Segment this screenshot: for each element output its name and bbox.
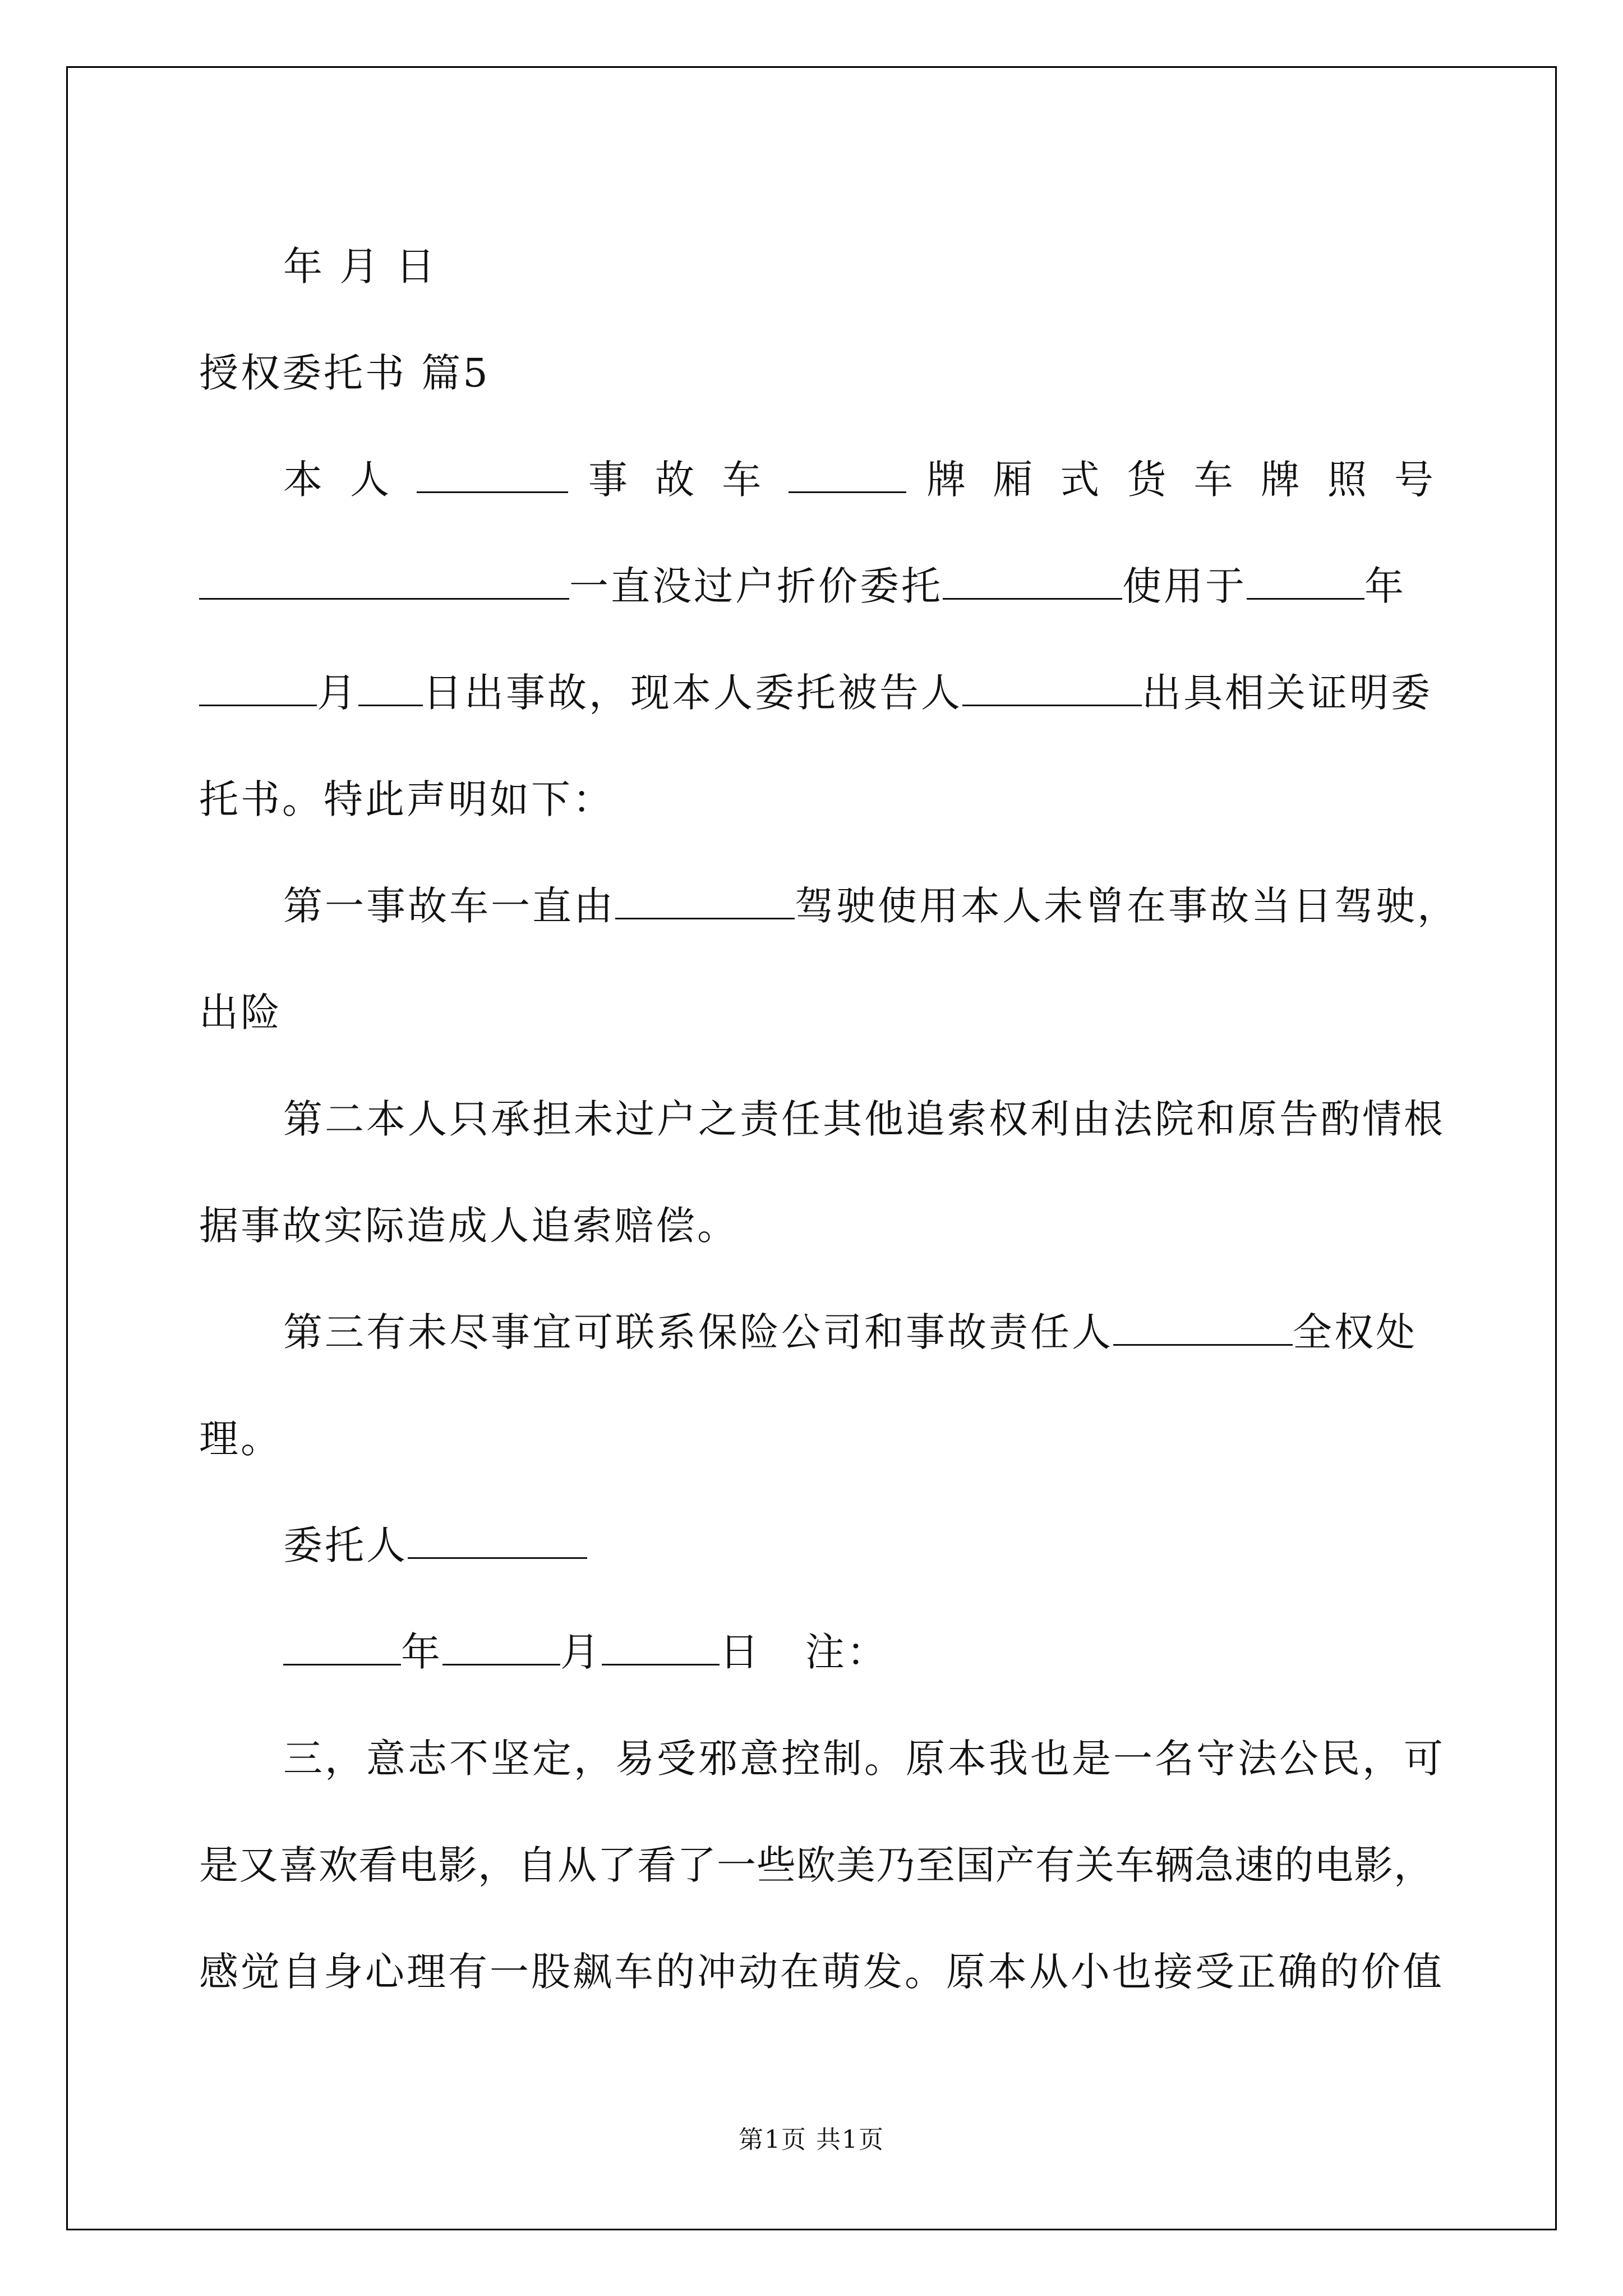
document-body bbox=[199, 213, 1459, 2025]
blank-field[interactable] bbox=[283, 1636, 401, 1665]
paragraph-5-line-1: 三，意志不坚定，易受邪意控制。原本我也是一名守法公民，可 bbox=[283, 1736, 1445, 1782]
text-fragment: 使用于 bbox=[1122, 563, 1247, 609]
page-footer: 第1页 共1页 bbox=[739, 2125, 884, 2154]
blank-field[interactable] bbox=[602, 1636, 720, 1665]
blank-field[interactable] bbox=[962, 677, 1142, 706]
text-fragment: 委托人 bbox=[283, 1522, 408, 1568]
paragraph-1-line-4: 托书。特此声明如下： bbox=[199, 776, 614, 822]
text-fragment: 月 bbox=[560, 1629, 602, 1675]
text-fragment: 本 人 bbox=[283, 457, 397, 503]
paragraph-3-line-2: 据事故实际造成人追索赔偿。 bbox=[199, 1203, 739, 1249]
blank-field[interactable] bbox=[442, 1636, 560, 1665]
blank-field[interactable] bbox=[1113, 1316, 1293, 1346]
paragraph-2-line-2: 出险 bbox=[199, 990, 282, 1036]
blank-field[interactable] bbox=[615, 890, 795, 919]
paragraph-4-line-2: 理。 bbox=[199, 1416, 282, 1462]
text-fragment: 事 故 车 bbox=[588, 457, 769, 503]
paragraph-3-line-1: 第二本人只承担未过户之责任其他追索权利由法院和原告酌情根 bbox=[283, 1096, 1445, 1142]
text-fragment: 第三有未尽事宜可联系保险公司和事故责任人 bbox=[283, 1309, 1113, 1355]
section-title: 授权委托书 篇5 bbox=[199, 350, 490, 396]
text-fragment: 出具相关证明委 bbox=[1142, 670, 1432, 716]
text-fragment: 第一事故车一直由 bbox=[283, 883, 615, 929]
paragraph-4-line-1 bbox=[199, 1279, 1436, 1386]
blank-field[interactable] bbox=[408, 1529, 587, 1559]
blank-field[interactable] bbox=[1247, 570, 1364, 600]
paragraph-1-line-2 bbox=[199, 533, 1436, 639]
text-fragment: 日 bbox=[720, 1629, 761, 1675]
text-fragment: 驾驶使用本人未曾在事故当日驾驶， bbox=[795, 883, 1459, 929]
blank-field[interactable] bbox=[943, 570, 1122, 600]
paragraph-1-line-3 bbox=[199, 639, 1436, 746]
signer-line bbox=[199, 1492, 1436, 1599]
blank-field[interactable] bbox=[199, 570, 569, 600]
signature-date-line bbox=[199, 1599, 1436, 1705]
text-fragment: 注： bbox=[805, 1629, 888, 1675]
text-fragment: 一直没过户折价委托 bbox=[569, 563, 943, 609]
text-fragment: 年 bbox=[401, 1629, 442, 1675]
paragraph-5-line-2: 是又喜欢看电影，自从了看了一些欧美乃至国产有关车辆急速的电影， bbox=[199, 1842, 1433, 1888]
blank-field[interactable] bbox=[789, 463, 906, 493]
paragraph-1-line-1 bbox=[199, 426, 1436, 533]
blank-field[interactable] bbox=[358, 677, 423, 706]
blank-field[interactable] bbox=[199, 677, 317, 706]
text-fragment: 月 bbox=[317, 670, 358, 716]
text-fragment: 日出事故，现本人委托被告人 bbox=[423, 670, 962, 716]
text-fragment: 全权处 bbox=[1293, 1309, 1417, 1355]
paragraph-5-line-3: 感觉自身心理有一股飙车的冲动在萌发。原本从小也接受正确的价值 bbox=[199, 1949, 1444, 1995]
date-line: 年 月 日 bbox=[283, 243, 437, 289]
blank-field[interactable] bbox=[417, 463, 568, 493]
text-fragment: 年 bbox=[1364, 563, 1406, 609]
paragraph-2-line-1 bbox=[199, 853, 1459, 959]
text-fragment: 牌 厢 式 货 车 牌 照 号 bbox=[926, 457, 1436, 503]
